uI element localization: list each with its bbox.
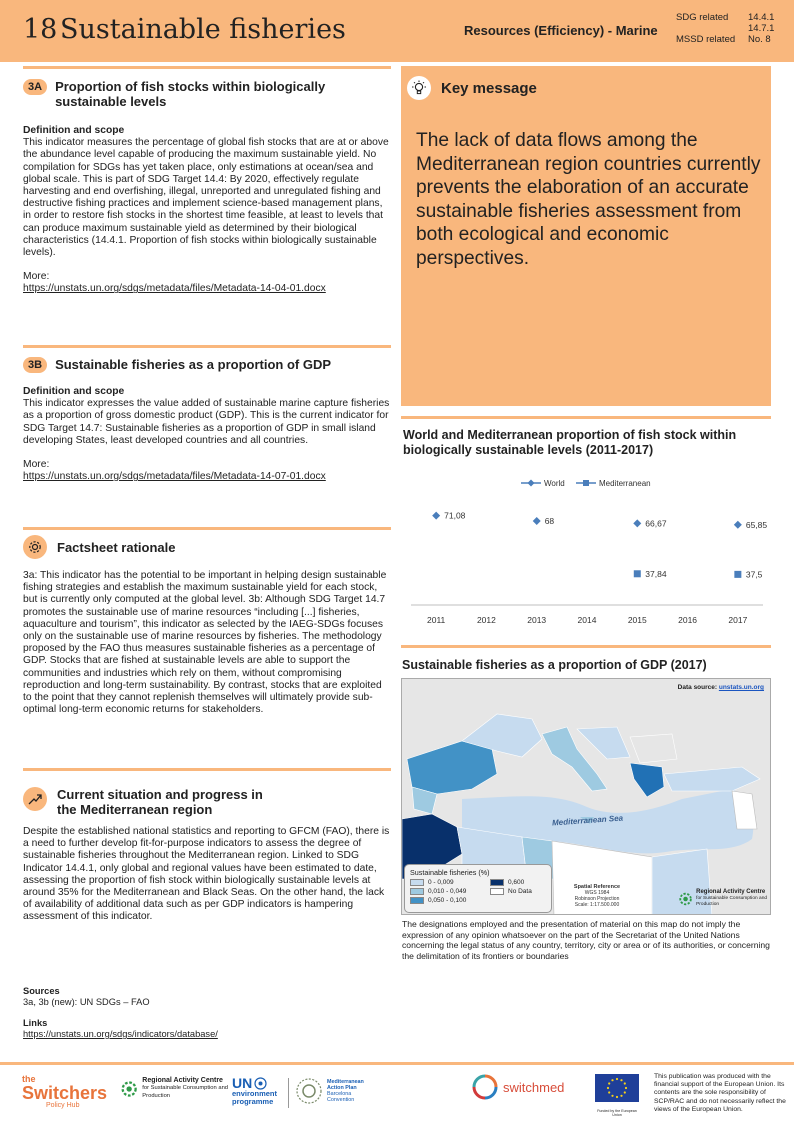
category-label: Resources (Efficiency) - Marine [464, 23, 658, 38]
database-link[interactable]: https://unstats.un.org/sdgs/indicators/database/ [23, 1029, 218, 1039]
logo-divider [288, 1078, 289, 1108]
section-badge-3b: 3B [23, 357, 47, 373]
switchers-sub: Policy Hub [46, 1102, 80, 1109]
x-tick-label: 2016 [678, 615, 698, 625]
sdg-label: SDG related [676, 12, 729, 23]
page-header [0, 0, 794, 62]
spatial-reference-line: Scale: 1:17.500.000 [574, 902, 620, 908]
map-legend-label: No Data [508, 888, 532, 895]
map-barcelona-logo [294, 1076, 374, 1106]
map-plan-name: Mediterranean Action Plan [327, 1078, 364, 1091]
map-source-label: Data source: [677, 684, 718, 691]
data-point-mediterranean [734, 571, 741, 578]
metadata-link-3a[interactable]: https://unstats.un.org/sdgs/metadata/files/Metadata-14-04-01.docx [23, 283, 326, 295]
lightbulb-icon [407, 76, 431, 100]
sea-label: Mediterranean Sea [551, 813, 624, 828]
data-label: 68 [544, 516, 555, 526]
eu-caption: Funded by the European Union [597, 1109, 637, 1118]
section-3b-title: Sustainable fisheries as a proportion of GDP [55, 357, 332, 372]
spatial-reference-title: Spatial Reference [573, 884, 621, 890]
laurel-emblem-icon [294, 1076, 324, 1106]
footer-divider [0, 1062, 794, 1065]
fish-stock-chart [401, 470, 771, 630]
key-message-header [407, 76, 537, 100]
data-point-mediterranean [634, 570, 641, 577]
x-tick-label: 2011 [427, 615, 446, 625]
section-divider [401, 645, 771, 648]
map-legend [404, 864, 552, 913]
data-point-world [734, 521, 742, 529]
data-label: 37,5 [745, 569, 763, 580]
switchers-the: the [22, 1074, 36, 1084]
metadata-link-3b[interactable]: https://unstats.un.org/sdgs/metadata/files/Metadata-14-07-01.docx [23, 471, 326, 483]
current-text: Despite the established national statistics and reporting to GFCM (FAO), there is a need to further develop fit-for-purpose indicators to assess the degree of sustainable fisheries throughout the Mediterranean region. Linked to SDG Indicator 14.4.1, only global and regional values have been estimated to date, assessing the proportion of fish stock within biologically sustainable levels at around 35% for the Mediterranean and Black Seas. On the other hand, the lack of availability of additional data such as per GDP indicators is hampering assessment of this indicator. [23, 826, 390, 923]
section-divider [401, 416, 771, 419]
gear-icon [23, 535, 47, 559]
map-rac-sub: for Sustainable Consumption and Production [696, 895, 768, 908]
unep-logo [232, 1076, 284, 1106]
sources-heading: Sources [23, 986, 60, 996]
legend-label: Mediterranean [599, 479, 651, 488]
mssd-label: MSSD related [676, 34, 736, 45]
map-title: Sustainable fisheries as a proportion of GDP (2017) [402, 658, 707, 672]
map-legend-item [490, 888, 550, 895]
trend-up-icon [23, 787, 47, 811]
gdp-fisheries-map [401, 678, 771, 915]
factsheet-number: 18 [23, 14, 58, 45]
section-badge-3a: 3A [23, 79, 47, 95]
map-rac-name: Regional Activity Centre [696, 888, 766, 895]
map-legend-swatch [410, 879, 424, 886]
map-source-link[interactable]: unstats.un.org [718, 684, 764, 691]
legend-marker [528, 480, 535, 487]
x-tick-label: 2013 [527, 615, 547, 625]
current-header [23, 787, 263, 817]
key-message-text: The lack of data flows among the Mediterranean region countries currently prevents the elaboration of an accurate sustainable fisheries assessment from both ecological and economic perspectives. [416, 130, 761, 269]
map-legend-items [410, 879, 546, 904]
key-message-title: Key message [441, 79, 537, 97]
mssd-value: No. 8 [748, 34, 771, 45]
spatial-reference [562, 884, 632, 908]
map-legend-item [410, 888, 490, 895]
footer-rac-sub: for Sustainable Consumption and Production [142, 1085, 229, 1099]
eu-logo [595, 1074, 639, 1117]
map-source [678, 684, 764, 691]
spatial-reference-line: WGS 1984 [584, 890, 610, 896]
current-title-line1: Current situation and progress in [57, 787, 263, 802]
map-legend-label: 0 - 0,009 [428, 879, 454, 886]
key-message-box [401, 66, 771, 406]
footer-rac-name: Regional Activity Centre [142, 1077, 223, 1085]
data-label: 66,67 [645, 518, 667, 529]
eu-disclaimer: This publication was produced with the financial support of the European Union. Its contents are the sole responsibility of SCP/RAC and do not necessarily reflect the views of the European Union. [654, 1073, 786, 1113]
section-divider [23, 768, 391, 771]
map-legend-item [410, 897, 490, 904]
data-label: 37,84 [645, 568, 667, 579]
links-heading: Links [23, 1018, 48, 1028]
rationale-text: 3a: This indicator has the potential to be important in helping design sustainable fishing strategies and establish the maximum sustainable yield for each stock, but is currently only computed at the global level. 3b: Although SDG Target 14.7 promotes the sustainable use of marine resources “including [...] fisheries, aquaculture and tourism”, this indicator as selected by the IAEG-SDGs focuses only on the sustainable use of marine resources by fisheries. The methodology proposed by the FAO thus measures sustainable fisheries as a percentage of GDP. Stocks that are fished at sustainable levels are able to support the communities and industries which rely on them, without compromising reproduction and long-term sustainability. By contrast, stocks that are exploited to the point that they cannot replenish themselves will ultimately provide sub-optimal long-term economic returns for stakeholders. [23, 570, 387, 716]
chart-title: World and Mediterranean proportion of fish stock within biologically sustainable levels (2011-2017) [403, 428, 737, 457]
x-tick-label: 2015 [627, 615, 647, 625]
unep-line3: programme [232, 1097, 274, 1106]
switchers-logo [22, 1074, 108, 1109]
switchers-name: Switchers [22, 1083, 108, 1103]
switchmed-logo [472, 1074, 572, 1100]
map-legend-label: 0,010 - 0,049 [428, 888, 467, 895]
data-point-world [633, 519, 641, 527]
map-legend-item [490, 879, 550, 886]
definition-text: This indicator expresses the value added of sustainable marine capture fisheries as a proportion of gross domestic product (GDP). This is the current indicator for SDG Target 14.7: Sustainable fisheries as a proportion of GDP in small island developing States, least developed countries and all countries. [23, 398, 390, 446]
map-rac-logo [678, 886, 768, 912]
map-plan-sub: Barcelona Convention [327, 1091, 355, 1104]
section-3a-header [23, 79, 391, 109]
switchmed-swirl-icon [472, 1074, 498, 1100]
map-legend-swatch [490, 888, 504, 895]
definition-heading: Definition and scope [23, 386, 125, 397]
data-point-world [533, 517, 541, 525]
sources-block [23, 986, 391, 1040]
map-legend-title: Sustainable fisheries (%) [410, 868, 490, 877]
sdg-value-1: 14.4.1 [748, 12, 775, 23]
rationale-header [23, 535, 176, 559]
data-point-world [432, 512, 440, 520]
switchmed-name: switchmed [503, 1079, 565, 1095]
section-3a-body [23, 125, 391, 296]
section-3b-body [23, 386, 391, 483]
map-legend-swatch [410, 888, 424, 895]
un-emblem-icon [254, 1077, 267, 1090]
sdg-info [676, 12, 774, 45]
rac-logo-icon [678, 889, 693, 909]
current-title-line2: the Mediterranean region [57, 802, 213, 817]
map-legend-label: 0,600 [508, 879, 525, 886]
x-tick-label: 2017 [728, 615, 748, 625]
spatial-reference-line: Robinson Projection [574, 896, 620, 902]
section-3b-header [23, 357, 391, 373]
definition-heading: Definition and scope [23, 125, 125, 136]
x-tick-label: 2014 [577, 615, 597, 625]
x-tick-label: 2012 [476, 615, 496, 625]
eu-flag-icon [595, 1074, 639, 1102]
map-legend-item [410, 879, 490, 886]
section-divider [23, 66, 391, 69]
data-label: 65,85 [745, 519, 768, 530]
rac-logo-icon [120, 1077, 138, 1101]
map-legend-swatch [490, 879, 504, 886]
page-title: Sustainable fisheries [60, 14, 346, 45]
legend-label: World [544, 479, 565, 488]
more-label: More: [23, 271, 50, 283]
section-3a-title: Proportion of fish stocks within biologically sustainable levels [55, 79, 326, 109]
more-label: More: [23, 459, 50, 471]
unep-line2: environment [232, 1089, 278, 1098]
section-divider [23, 527, 391, 530]
section-divider [23, 345, 391, 348]
map-legend-label: 0,050 - 0,100 [428, 897, 467, 904]
definition-text: This indicator measures the percentage of global fish stocks that are at or above the abundance level capable of producing the maximum sustainable yield. No compilation for SDGs has yet taken place, only estimations at ocean/sea and global scale. This is part of SDG Target 14.4: By 2020, effectively regulate harvesting and end overfishing, illegal, unreported and unregulated fishing and destructive fishing practices and implement science-based management plans, in order to restore fish stocks in the shortest time feasible, at least to levels that can produce maximum sustainable yield as determined by their biological characteristics (14.4.1. Proportion of fish stocks within biologically sustainable levels). [23, 137, 389, 259]
unep-un: UN [232, 1075, 253, 1091]
data-label: 71,08 [444, 510, 466, 521]
rationale-title: Factsheet rationale [57, 540, 176, 555]
rac-logo [120, 1077, 230, 1101]
sdg-value-2: 14.7.1 [748, 23, 775, 34]
legend-marker [583, 480, 589, 486]
map-disclaimer: The designations employed and the presentation of material on this map do not imply the expression of any opinion whatsoever on the part of the Secretariat of the United Nations concerning the legal status of any country, territory, city or area or of its authorities, or concerning the delimitation of its frontiers or boundaries [402, 919, 770, 961]
map-legend-swatch [410, 897, 424, 904]
sources-text: 3a, 3b (new): UN SDGs – FAO [23, 997, 150, 1007]
